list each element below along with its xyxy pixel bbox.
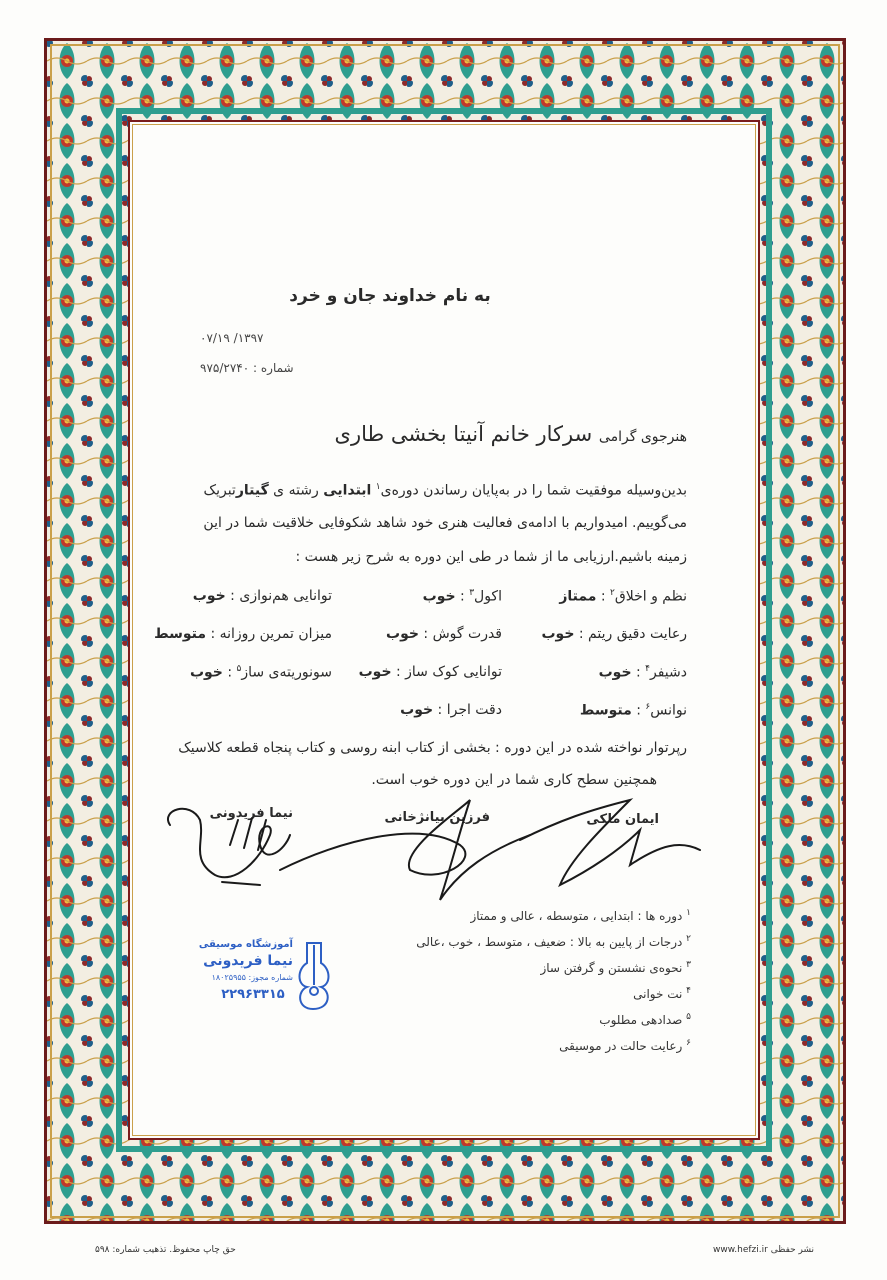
signatory-2-name: فرزین بیانژخانی: [384, 810, 490, 825]
footnote-number: ۱: [686, 908, 691, 918]
signatory-3-name: نیما فریدونی: [209, 806, 293, 821]
addressee: [335, 422, 687, 446]
number-label: شماره :: [253, 361, 294, 375]
evaluation-label: میزان تمرین روزانه: [219, 626, 332, 642]
footnote-number: ۲: [686, 934, 691, 944]
footnote-ref: ۴: [645, 664, 650, 674]
footnote-text: درجات از پایین به بالا : ضعیف ، متوسط ، خوب ،عالی: [416, 935, 687, 949]
evaluation-grade: خوب: [598, 664, 632, 681]
body-line-1-c: رشته ی: [273, 482, 319, 499]
footnote-item: [633, 986, 691, 1001]
evaluation-item: دقت اجرا : خوب: [400, 702, 502, 718]
handwritten-signatures: [160, 790, 720, 920]
evaluation-label: دقت اجرا: [446, 702, 502, 718]
footnote-number: ۳: [686, 960, 691, 970]
footnote-text: نحوه‌ی نشستن و گرفتن ساز: [540, 961, 687, 975]
evaluation-grade: ممتاز: [559, 588, 597, 605]
evaluation-grade: خوب: [422, 588, 456, 605]
footnote-ref: ۶: [645, 702, 651, 712]
footnote-text: صدادهی مطلوب: [599, 1013, 687, 1027]
evaluation-item: سونوریته‌ی ساز$^۵$ : خوب: [189, 664, 332, 681]
signatory-1-name: ایمان ملکی: [586, 812, 659, 827]
course-level: ابتدایی: [323, 482, 372, 499]
copyright-note: حق چاپ محفوظ. تذهیب شماره: ۵۹۸: [95, 1245, 236, 1255]
addressee-name: سرکار خانم آنیتا بخشی طاری: [334, 422, 593, 446]
evaluation-row: [190, 588, 687, 612]
body-line-1: بدین‌وسیله موفقیت شما را در به‌پایان رساندن دوره‌ی$^۱$ ابتدایی رشته ی گیتارتبریک: [203, 482, 687, 499]
evaluation-item: قدرت گوش : خوب: [386, 626, 502, 642]
signature-1-mark: [222, 818, 266, 885]
evaluation-item: توانایی کوک ساز : خوب: [358, 664, 502, 680]
evaluation-item: میزان تمرین روزانه : متوسط: [154, 626, 332, 642]
evaluation-row: [154, 626, 687, 650]
instrument-name: گیتار: [235, 482, 269, 499]
footnote-ref: ۵: [236, 664, 242, 674]
evaluation-label: توانایی هم‌نوازی: [239, 588, 332, 604]
evaluation-label: سونوریته‌ی ساز: [241, 664, 332, 681]
evaluation-grade: متوسط: [579, 702, 632, 719]
footnote-item: [559, 1038, 691, 1053]
institute-stamp: [198, 935, 331, 1015]
stamp-line-2: نیما فریدونی: [203, 953, 293, 969]
signature-3-stroke: [520, 800, 700, 885]
footnote-text: رعایت حالت در موسیقی: [559, 1039, 687, 1053]
footnote-item: [540, 960, 691, 975]
footnote-item: [416, 934, 691, 949]
footnote-ref: ۳: [469, 588, 475, 598]
addressee-prefix: هنرجوی گرامی: [598, 429, 687, 445]
footnote-number: ۶: [686, 1038, 691, 1048]
number-value: ۹۷۵/۲۷۴۰: [200, 361, 250, 375]
body-line-3: زمینه باشیم.ارزیابی ما از شما در طی این دوره به شرح زیر هست :: [295, 549, 687, 565]
repertoire-line-1: رپرتوار نواخته شده در این دوره : بخشی از کتاب ابنه روسی و کتاب پنجاه قطعه کلاسیک: [178, 740, 687, 756]
stamp-line-4: ۲۲۹۶۳۳۱۵: [221, 987, 285, 1002]
publisher-note: www.hefzi.ir نشر حفظی: [713, 1245, 815, 1255]
evaluation-label: نظم و اخلاق: [614, 588, 687, 605]
footnote-item: [599, 1012, 691, 1027]
evaluation-grade: خوب: [192, 588, 226, 604]
signature-1-stroke: [168, 809, 290, 877]
evaluation-item: نظم و اخلاق$^۲$ : ممتاز: [559, 588, 687, 605]
issue-date: ۱۳۹۷/ ۰۷/۱۹: [200, 331, 264, 345]
body-line-1-a: بدین‌وسیله موفقیت شما را در به‌پایان رساندن دوره‌ی: [380, 482, 687, 499]
stamp-line-3: شماره مجوز: ۱۸۰۲۵۹۵۵: [211, 973, 293, 982]
evaluation-label: رعایت دقیق ریتم: [588, 626, 687, 642]
certificate-number: [200, 361, 296, 375]
evaluation-grade: خوب: [541, 626, 575, 642]
signature-2-stroke: [280, 800, 530, 900]
footnote-ref: ۲: [610, 588, 615, 598]
repertoire-line-2: همچنین سطح کاری شما در این دوره خوب است.: [371, 772, 657, 788]
evaluation-row: [190, 702, 687, 726]
evaluation-row: [190, 664, 687, 688]
evaluation-grade: خوب: [189, 664, 223, 681]
evaluation-item: توانایی هم‌نوازی : خوب: [192, 588, 332, 604]
evaluation-label: دشیفر: [650, 664, 687, 681]
footnote-number: ۴: [686, 986, 691, 996]
body-line-2: می‌گوییم. امیدواریم با ادامه‌ی فعالیت هنری خود شاهد شکوفایی خلاقیت شما در این: [203, 515, 687, 531]
evaluation-label: توانایی کوک ساز: [405, 664, 502, 680]
evaluation-grade: خوب: [400, 702, 434, 718]
evaluation-item: رعایت دقیق ریتم : خوب: [541, 626, 687, 642]
evaluation-grade: متوسط: [154, 626, 206, 642]
body-line-1-e: تبریک: [203, 482, 236, 499]
basmala-heading: به نام خداوند جان و خرد: [289, 286, 491, 306]
footnote-text: دوره ها : ابتدایی ، متوسطه ، عالی و ممتاز: [470, 909, 687, 923]
evaluation-label: نوانس: [650, 702, 687, 719]
stamp-line-1: آموزشگاه موسیقی: [198, 939, 293, 950]
footnote-number: ۵: [686, 1012, 691, 1022]
evaluation-grade: خوب: [386, 626, 419, 642]
evaluation-item: دشیفر$^۴$ : خوب: [598, 664, 687, 681]
footnote-text: نت خوانی: [633, 987, 687, 1001]
footnote-item: [470, 908, 691, 923]
evaluation-item: اکول$^۳$ : خوب: [422, 588, 502, 605]
evaluation-label: اکول: [474, 588, 502, 605]
evaluation-item: نوانس$^۶$ : متوسط: [579, 702, 687, 719]
evaluation-grade: خوب: [358, 664, 392, 680]
evaluation-label: قدرت گوش: [432, 626, 502, 642]
